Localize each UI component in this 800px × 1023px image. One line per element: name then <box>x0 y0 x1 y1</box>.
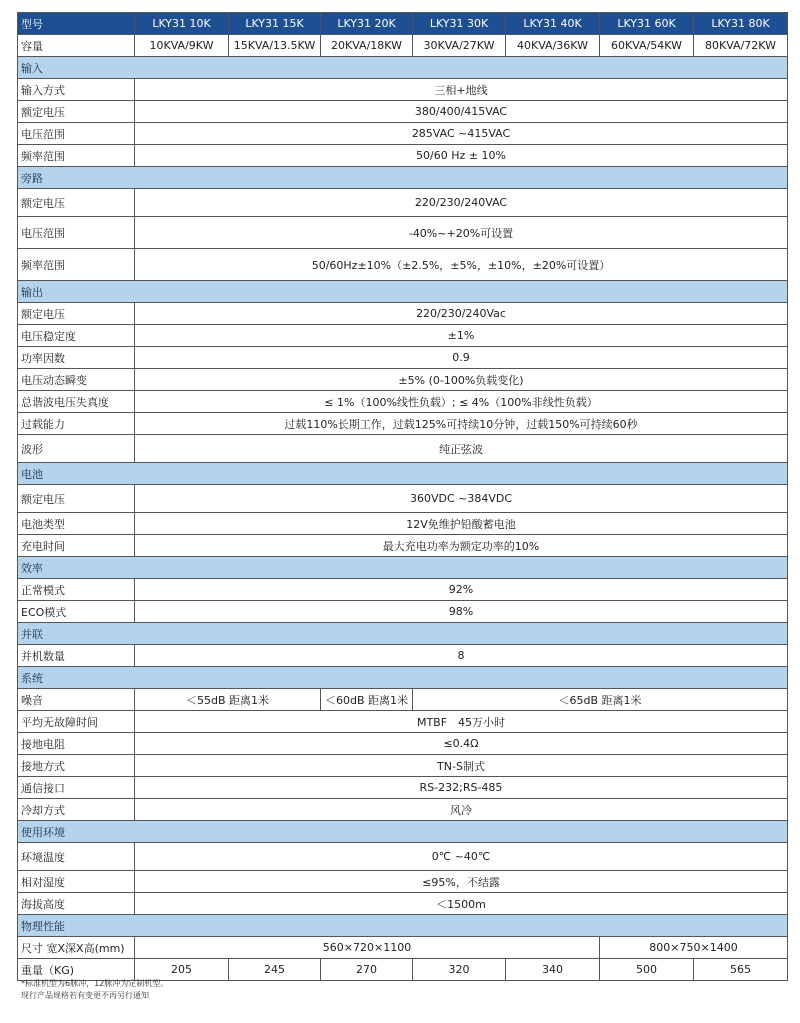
spec-row <box>18 485 788 513</box>
row-label: 额定电压 <box>18 101 135 123</box>
noise-row <box>18 689 788 711</box>
row-label: 海拔高度 <box>18 893 135 915</box>
section-title: 效率 <box>18 557 788 579</box>
row-value: 最大充电功率为额定功率的10% <box>135 535 788 557</box>
header-model-60k: LKY31 60K <box>600 13 694 35</box>
section-bypass <box>18 167 788 189</box>
spec-row <box>18 601 788 623</box>
section-title: 电池 <box>18 463 788 485</box>
row-label: 输入方式 <box>18 79 135 101</box>
spec-row <box>18 123 788 145</box>
row-value: 380/400/415VAC <box>135 101 788 123</box>
row-value: 220/230/240Vac <box>135 303 788 325</box>
spec-row <box>18 893 788 915</box>
section-output <box>18 281 788 303</box>
section-title: 输出 <box>18 281 788 303</box>
row-value: 三相+地线 <box>135 79 788 101</box>
row-label: 接地电阻 <box>18 733 135 755</box>
section-battery <box>18 463 788 485</box>
weight-15k: 245 <box>229 959 321 981</box>
spec-row <box>18 369 788 391</box>
row-value: RS-232;RS-485 <box>135 777 788 799</box>
spec-row <box>18 145 788 167</box>
section-title: 输入 <box>18 57 788 79</box>
capacity-20k: 20KVA/18KW <box>321 35 413 57</box>
row-label: 电压动态瞬变 <box>18 369 135 391</box>
spec-row <box>18 777 788 799</box>
row-value: ≤0.4Ω <box>135 733 788 755</box>
spec-row <box>18 189 788 217</box>
row-value: 92% <box>135 579 788 601</box>
weight-30k: 320 <box>413 959 506 981</box>
model-header-row <box>18 13 788 35</box>
spec-row <box>18 101 788 123</box>
section-title: 物理性能 <box>18 915 788 937</box>
row-value: 50/60Hz±10%（±2.5%，±5%，±10%，±20%可设置） <box>135 249 788 281</box>
spec-row <box>18 249 788 281</box>
row-value: ±5% (0-100%负载变化) <box>135 369 788 391</box>
spec-row <box>18 799 788 821</box>
row-label: 过载能力 <box>18 413 135 435</box>
row-label: 冷却方式 <box>18 799 135 821</box>
row-value: 纯正弦波 <box>135 435 788 463</box>
row-label: 电压范围 <box>18 123 135 145</box>
header-model-label: 型号 <box>18 13 135 35</box>
row-label: 环境温度 <box>18 843 135 871</box>
row-value: 过载110%长期工作，过载125%可持续10分钟，过载150%可持续60秒 <box>135 413 788 435</box>
row-value: -40%~+20%可设置 <box>135 217 788 249</box>
spec-row <box>18 733 788 755</box>
weight-60k: 500 <box>600 959 694 981</box>
section-physical <box>18 915 788 937</box>
row-value: 0.9 <box>135 347 788 369</box>
row-label: 频率范围 <box>18 145 135 167</box>
capacity-15k: 15KVA/13.5KW <box>229 35 321 57</box>
spec-table <box>17 12 788 981</box>
footnote <box>21 978 168 1002</box>
spec-row <box>18 347 788 369</box>
capacity-30k: 30KVA/27KW <box>413 35 506 57</box>
capacity-60k: 60KVA/54KW <box>600 35 694 57</box>
capacity-10k: 10KVA/9KW <box>135 35 229 57</box>
row-value: 风冷 <box>135 799 788 821</box>
size-small-models: 560×720×1100 <box>135 937 600 959</box>
spec-row <box>18 325 788 347</box>
header-model-10k: LKY31 10K <box>135 13 229 35</box>
spec-row <box>18 391 788 413</box>
row-label: 重量（KG) <box>18 959 135 981</box>
section-input <box>18 57 788 79</box>
spec-row <box>18 711 788 733</box>
section-efficiency <box>18 557 788 579</box>
section-environment <box>18 821 788 843</box>
spec-row <box>18 79 788 101</box>
section-parallel <box>18 623 788 645</box>
noise-small-models: ＜55dB 距离1米 <box>135 689 321 711</box>
noise-large-models: ＜65dB 距离1米 <box>413 689 788 711</box>
row-label: ECO模式 <box>18 601 135 623</box>
header-model-30k: LKY31 30K <box>413 13 506 35</box>
row-value: 0℃ ~40℃ <box>135 843 788 871</box>
row-value: 220/230/240VAC <box>135 189 788 217</box>
row-value: 8 <box>135 645 788 667</box>
row-label: 相对湿度 <box>18 871 135 893</box>
capacity-40k: 40KVA/36KW <box>506 35 600 57</box>
row-label: 接地方式 <box>18 755 135 777</box>
noise-mid-models: ＜60dB 距离1米 <box>321 689 413 711</box>
spec-row <box>18 843 788 871</box>
size-row <box>18 937 788 959</box>
spec-row <box>18 303 788 325</box>
spec-row <box>18 513 788 535</box>
row-label: 频率范围 <box>18 249 135 281</box>
row-value: 285VAC ~415VAC <box>135 123 788 145</box>
weight-20k: 270 <box>321 959 413 981</box>
header-model-40k: LKY31 40K <box>506 13 600 35</box>
row-value: MTBF 45万小时 <box>135 711 788 733</box>
spec-row <box>18 645 788 667</box>
section-title: 旁路 <box>18 167 788 189</box>
header-model-80k: LKY31 80K <box>694 13 788 35</box>
spec-row <box>18 217 788 249</box>
section-system <box>18 667 788 689</box>
row-label: 电池类型 <box>18 513 135 535</box>
row-label: 电压稳定度 <box>18 325 135 347</box>
row-label: 波形 <box>18 435 135 463</box>
section-title: 并联 <box>18 623 788 645</box>
row-label: 充电时间 <box>18 535 135 557</box>
capacity-80k: 80KVA/72KW <box>694 35 788 57</box>
spec-row <box>18 755 788 777</box>
row-label: 平均无故障时间 <box>18 711 135 733</box>
spec-row <box>18 435 788 463</box>
row-label: 通信接口 <box>18 777 135 799</box>
spec-row <box>18 579 788 601</box>
row-label: 额定电压 <box>18 485 135 513</box>
row-label: 额定电压 <box>18 189 135 217</box>
row-label: 额定电压 <box>18 303 135 325</box>
weight-80k: 565 <box>694 959 788 981</box>
spec-row <box>18 535 788 557</box>
row-label: 并机数量 <box>18 645 135 667</box>
row-value: 98% <box>135 601 788 623</box>
row-value: 50/60 Hz ± 10% <box>135 145 788 167</box>
section-title: 使用环境 <box>18 821 788 843</box>
row-label: 尺寸 宽X深X高(mm) <box>18 937 135 959</box>
row-label: 正常模式 <box>18 579 135 601</box>
row-value: ≤ 1%（100%线性负载）; ≤ 4%（100%非线性负载） <box>135 391 788 413</box>
weight-10k: 205 <box>135 959 229 981</box>
weight-40k: 340 <box>506 959 600 981</box>
spec-row <box>18 871 788 893</box>
row-label: 功率因数 <box>18 347 135 369</box>
size-large-models: 800×750×1400 <box>600 937 788 959</box>
row-value: 360VDC ~384VDC <box>135 485 788 513</box>
row-value: ±1% <box>135 325 788 347</box>
header-model-20k: LKY31 20K <box>321 13 413 35</box>
row-value: ≤95%，不结露 <box>135 871 788 893</box>
footnote-line-2: 现行产品规格若有变更不再另行通知 <box>21 991 149 1000</box>
footnote-line-1: *标准机型为6脉冲，12脉冲为定制机型。 <box>21 979 169 988</box>
capacity-row <box>18 35 788 57</box>
row-label: 总谐波电压失真度 <box>18 391 135 413</box>
spec-row <box>18 413 788 435</box>
row-value: ＜1500m <box>135 893 788 915</box>
row-label: 电压范围 <box>18 217 135 249</box>
section-title: 系统 <box>18 667 788 689</box>
header-model-15k: LKY31 15K <box>229 13 321 35</box>
row-value: TN-S制式 <box>135 755 788 777</box>
row-value: 12V免维护铅酸蓄电池 <box>135 513 788 535</box>
capacity-label: 容量 <box>18 35 135 57</box>
row-label: 噪音 <box>18 689 135 711</box>
